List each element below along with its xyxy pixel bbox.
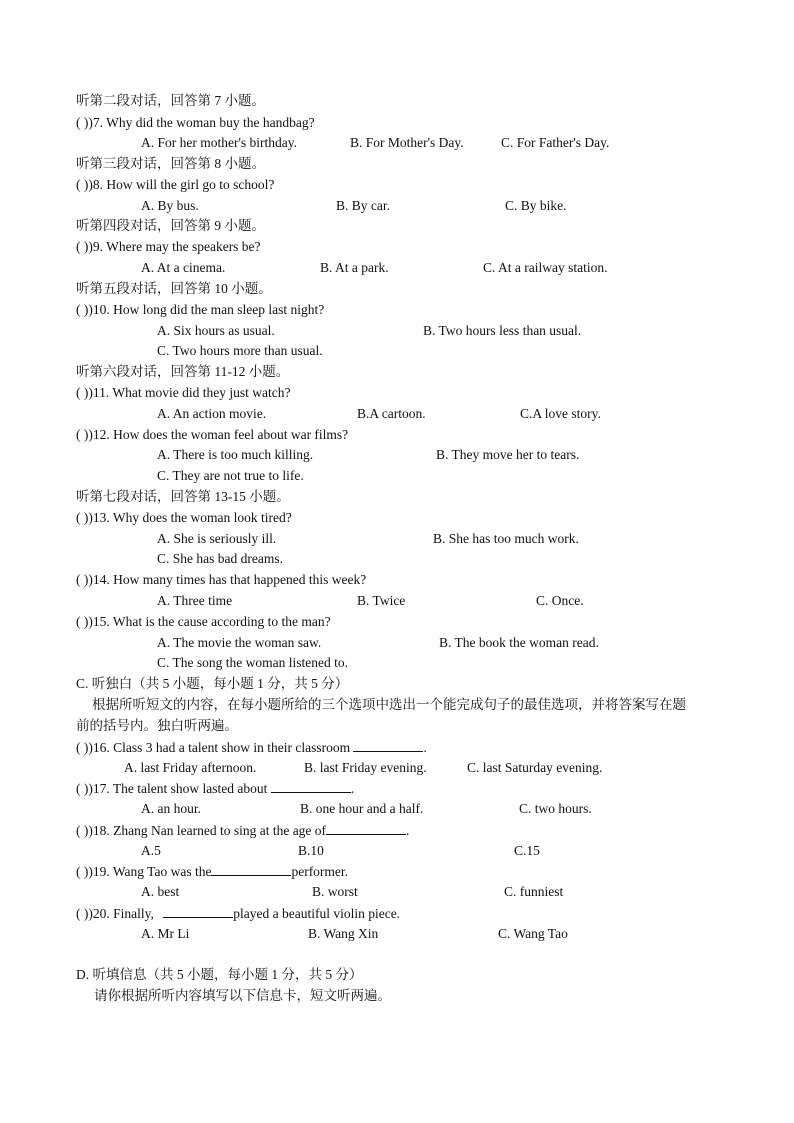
section-heading-5: 听第五段对话，回答第 10 小题。 — [76, 281, 272, 296]
answer-paren[interactable]: ( ) — [76, 115, 89, 130]
q8-option-b: B. By car. — [336, 198, 390, 213]
q7-option-c: C. For Father's Day. — [501, 135, 610, 150]
answer-paren[interactable]: ( ) — [76, 823, 89, 838]
question-stem: )14. How many times has that happened this week? — [88, 572, 367, 587]
q14-option-b: B. Twice — [357, 593, 406, 608]
question-stem-end: . — [350, 781, 355, 796]
answer-paren[interactable]: ( ) — [76, 864, 89, 879]
answer-paren[interactable]: ( ) — [76, 427, 89, 442]
q11-option-a: A. An action movie. — [157, 406, 267, 421]
q11-option-c: C.A love story. — [520, 406, 601, 421]
answer-blank[interactable] — [353, 738, 423, 752]
q17-option-a: A. an hour. — [141, 801, 201, 816]
q14-option-a: A. Three time — [157, 593, 233, 608]
q15-option-c: C. The song the woman listened to. — [157, 655, 348, 670]
question-stem: )18. Zhang Nan learned to sing at the age of — [88, 823, 327, 838]
q20-option-c: C. Wang Tao — [498, 926, 568, 941]
question-16 — [76, 738, 427, 756]
q16-option-b: B. last Friday evening. — [304, 760, 427, 775]
q10-option-a: A. Six hours as usual. — [157, 323, 275, 338]
question-stem: )10. How long did the man sleep last night? — [88, 302, 325, 317]
question-stem-end: . — [406, 823, 410, 838]
section-heading-3: 听第三段对话，回答第 8 小题。 — [76, 156, 265, 171]
q10-option-b: B. Two hours less than usual. — [423, 323, 582, 338]
question-stem: )17. The talent show lasted about — [88, 781, 268, 796]
question-14 — [76, 571, 366, 589]
answer-paren[interactable]: ( ) — [76, 906, 89, 921]
question-stem: )19. Wang Tao was the — [88, 864, 212, 879]
q20-option-b: B. Wang Xin — [308, 926, 379, 941]
question-stem: )7. Why did the woman buy the handbag? — [88, 115, 315, 130]
answer-paren[interactable]: ( ) — [76, 302, 89, 317]
q9-option-b: B. At a park. — [320, 260, 389, 275]
section-heading-6: 听第六段对话，回答第 11-12 小题。 — [76, 364, 290, 379]
part-c-title: C. 听独白（共 5 小题，每小题 1 分，共 5 分） — [76, 676, 349, 691]
question-stem-end: performer. — [291, 864, 349, 879]
answer-blank[interactable] — [326, 821, 406, 835]
q20-option-a: A. Mr Li — [141, 926, 190, 941]
q12-option-b: B. They move her to tears. — [436, 447, 580, 462]
q11-option-b: B.A cartoon. — [357, 406, 426, 421]
q9-option-a: A. At a cinema. — [141, 260, 226, 275]
question-15 — [76, 613, 331, 631]
question-stem: )15. What is the cause according to the man? — [88, 614, 331, 629]
q19-option-b: B. worst — [312, 884, 358, 899]
answer-paren[interactable]: ( ) — [76, 385, 89, 400]
answer-blank[interactable] — [271, 779, 351, 793]
question-17 — [76, 779, 354, 797]
q19-option-a: A. best — [141, 884, 180, 899]
question-20 — [76, 904, 400, 922]
question-7 — [76, 114, 315, 132]
q8-option-a: A. By bus. — [141, 198, 199, 213]
q12-option-a: A. There is too much killing. — [157, 447, 314, 462]
question-stem: )9. Where may the speakers be? — [88, 239, 261, 254]
question-9 — [76, 238, 261, 256]
question-stem: )11. What movie did they just watch? — [88, 385, 291, 400]
q17-option-c: C. two hours. — [519, 801, 592, 816]
question-stem: )8. How will the girl go to school? — [88, 177, 275, 192]
question-stem-end: . — [423, 740, 427, 755]
q7-option-b: B. For Mother's Day. — [350, 135, 464, 150]
answer-paren[interactable]: ( ) — [76, 572, 89, 587]
question-12 — [76, 426, 348, 444]
question-10 — [76, 301, 324, 319]
section-heading-4: 听第四段对话，回答第 9 小题。 — [76, 218, 265, 233]
q14-option-c: C. Once. — [536, 593, 584, 608]
q19-option-c: C. funniest — [504, 884, 564, 899]
part-c-instruction-line2: 前的括号内。独白听两遍。 — [76, 718, 238, 733]
answer-paren[interactable]: ( ) — [76, 510, 89, 525]
question-stem: )12. How does the woman feel about war films? — [88, 427, 349, 442]
q9-option-c: C. At a railway station. — [483, 260, 608, 275]
q12-option-c: C. They are not true to life. — [157, 468, 304, 483]
q7-option-a: A. For her mother's birthday. — [141, 135, 298, 150]
q18-option-c: C.15 — [514, 843, 540, 858]
answer-blank[interactable] — [163, 904, 233, 918]
q8-option-c: C. By bike. — [505, 198, 567, 213]
question-stem: )16. Class 3 had a talent show in their classroom — [88, 740, 351, 755]
q10-option-c: C. Two hours more than usual. — [157, 343, 323, 358]
question-stem-end: played a beautiful violin piece. — [233, 906, 401, 921]
question-18 — [76, 821, 409, 839]
question-8 — [76, 176, 274, 194]
q15-option-b: B. The book the woman read. — [439, 635, 599, 650]
section-heading-7: 听第七段对话，回答第 13-15 小题。 — [76, 489, 290, 504]
answer-paren[interactable]: ( ) — [76, 177, 89, 192]
q16-option-a: A. last Friday afternoon. — [124, 760, 257, 775]
question-11 — [76, 384, 290, 402]
q18-option-a: A.5 — [141, 843, 161, 858]
q18-option-b: B.10 — [298, 843, 324, 858]
answer-paren[interactable]: ( ) — [76, 614, 89, 629]
question-stem: )20. Finally, — [88, 906, 154, 921]
answer-paren[interactable]: ( ) — [76, 781, 89, 796]
answer-paren[interactable]: ( ) — [76, 740, 89, 755]
part-d-instruction: 请你根据所听内容填写以下信息卡，短文听两遍。 — [94, 988, 391, 1003]
answer-blank[interactable] — [211, 862, 291, 876]
q16-option-c: C. last Saturday evening. — [467, 760, 603, 775]
part-d-title: D. 听填信息（共 5 小题，每小题 1 分，共 5 分） — [76, 967, 363, 982]
answer-paren[interactable]: ( ) — [76, 239, 89, 254]
question-stem: )13. Why does the woman look tired? — [88, 510, 292, 525]
q13-option-a: A. She is seriously ill. — [157, 531, 277, 546]
q17-option-b: B. one hour and a half. — [300, 801, 424, 816]
part-c-instruction-line1: 根据所听短文的内容，在每小题所给的三个选项中选出一个能完成句子的最佳选项，并将答案写在题 — [92, 697, 686, 712]
q15-option-a: A. The movie the woman saw. — [157, 635, 322, 650]
q13-option-b: B. She has too much work. — [433, 531, 579, 546]
section-heading-2: 听第二段对话，回答第 7 小题。 — [76, 93, 265, 108]
q13-option-c: C. She has bad dreams. — [157, 551, 283, 566]
question-13 — [76, 509, 292, 527]
question-19 — [76, 862, 348, 880]
